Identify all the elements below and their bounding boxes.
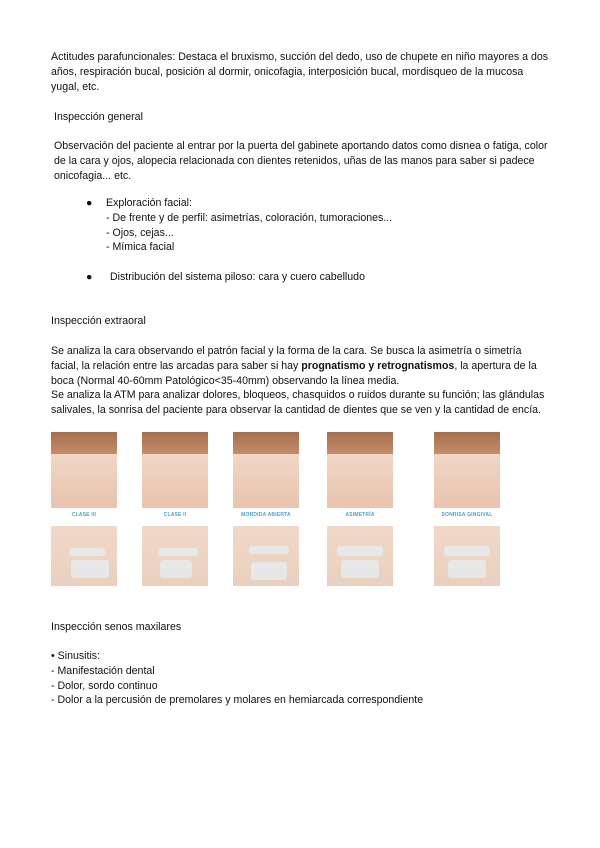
tile-clase-ii xyxy=(142,432,208,588)
skull-overlay-image xyxy=(51,526,117,586)
bullet-dot: ● xyxy=(86,271,93,284)
caption-mordida-abierta: MORDIDA ABIERTA xyxy=(241,512,291,518)
senos-line: - Dolor a la percusión de premolares y molares en hemiarcada correspondiente xyxy=(51,694,424,707)
skull-overlay-image xyxy=(434,526,500,586)
bullet-text: Distribución del sistema piloso: cara y cuero cabelludo xyxy=(110,271,365,284)
text-run: Se analiza la cara observando el patrón facial y la forma de la cara. Se busca la asimetría o simetría facial, la relación entre las arcadas para saber si hay xyxy=(51,345,522,372)
frontal-face-image xyxy=(434,432,500,508)
bullet-title: Exploración facial: xyxy=(106,197,192,209)
bullet-list-exploracion xyxy=(86,196,546,285)
bullet-subline: - Mímica facial xyxy=(106,241,175,254)
heading-inspeccion-extraoral: Inspección extraoral xyxy=(51,315,146,327)
heading-inspeccion-general: Inspección general xyxy=(54,111,143,123)
tile-mordida-abierta xyxy=(233,432,299,588)
caption-clase-iii: CLASE III xyxy=(71,512,97,518)
caption-sonrisa-gingival: SONRISA GINGIVAL xyxy=(441,512,493,518)
skull-overlay-image xyxy=(327,526,393,586)
paragraph-observacion: Observación del paciente al entrar por la puerta del gabinete aportando datos como disnea o fatiga, color de la cara y ojos, alopecia relacionada con dientes retenidos, uñas de las manos para saber si padece onicofagia... etc. xyxy=(54,140,548,182)
tile-clase-iii xyxy=(51,432,117,588)
paragraph-parafunctional: Actitudes parafuncionales: Destaca el bruxismo, succión del dedo, uso de chupete en niño mayores a dos años, respiración bucal, posición al dormir, onicofagia, interposición bucal, mordisqueo de la mucosa yugal, etc. xyxy=(51,51,549,93)
paragraph-atm: Se analiza la ATM para analizar dolores, bloqueos, chasquidos o ruidos durante su función; las glándulas salivales, la sonrisa del paciente para observar la cantidad de dientes que se ven y la cantidad de encía. xyxy=(51,389,545,416)
caption-asimetria: ASIMETRÍA xyxy=(345,512,375,518)
senos-list xyxy=(51,649,551,708)
profile-face-image xyxy=(233,432,299,508)
text-run: , la apertura de la boca (Normal 40-60mm Patológico<35-40mm) observando la línea media. xyxy=(51,359,537,387)
skull-overlay-image xyxy=(233,526,299,586)
senos-line: - Dolor, sordo continuo xyxy=(51,679,158,692)
paragraph-analisis-cara xyxy=(51,344,551,388)
profile-face-image xyxy=(51,432,117,508)
bullet-item-sistema-piloso xyxy=(86,270,546,285)
senos-title: • Sinusitis: xyxy=(51,650,101,662)
facial-pattern-gallery xyxy=(51,432,551,588)
heading-inspeccion-senos: Inspección senos maxilares xyxy=(51,621,182,633)
senos-line: - Manifestación dental xyxy=(51,664,155,677)
caption-clase-ii: CLASE II xyxy=(163,512,187,518)
profile-face-image xyxy=(142,432,208,508)
bullet-dot: ● xyxy=(86,197,93,209)
bullet-subline: - De frente y de perfil: asimetrías, coloración, tumoraciones... xyxy=(106,211,393,224)
bold-term: prognatismo y retrognatismos xyxy=(301,359,455,372)
bullet-item-exploracion-facial xyxy=(86,196,546,255)
bullet-subline: - Ojos, cejas... xyxy=(106,226,174,239)
frontal-face-image xyxy=(327,432,393,508)
tile-sonrisa-gingival xyxy=(434,432,500,588)
tile-asimetria xyxy=(327,432,393,588)
skull-overlay-image xyxy=(142,526,208,586)
